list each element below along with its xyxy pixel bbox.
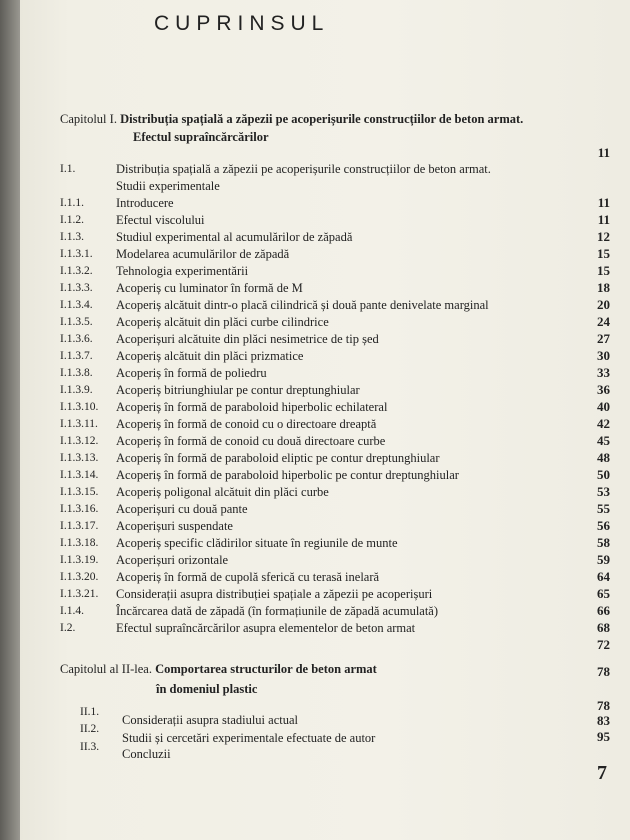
entry-number: I.1.3.7. xyxy=(60,350,93,362)
entry-title: Efectul supraîncărcărilor asupra elementelor de beton armat xyxy=(116,621,416,635)
entry-number: I.1.3.8. xyxy=(60,367,93,379)
entry-page: 53 xyxy=(597,484,610,499)
entry-title: Acoperiș bitriunghiular pe contur dreptunghiular xyxy=(116,383,360,397)
entry-title: Acoperiș cu luminator în formă de M xyxy=(116,281,303,295)
entry-page: 27 xyxy=(597,331,610,346)
book-gutter xyxy=(0,0,20,840)
entry-title: Modelarea acumulărilor de zăpadă xyxy=(116,247,290,261)
entry-title: Studiul experimental al acumulărilor de zăpadă xyxy=(116,230,353,244)
entry-title: Acoperișuri orizontale xyxy=(116,553,229,567)
entry-page: 95 xyxy=(597,729,610,744)
entry-number: I.1. xyxy=(60,163,76,175)
chapter-heading xyxy=(60,662,377,677)
entry-page: 33 xyxy=(597,365,610,380)
entry-title: Acoperiș în formă de poliedru xyxy=(116,366,267,380)
page-number: 7 xyxy=(597,762,607,784)
entry-page: 45 xyxy=(597,433,610,448)
entry-page: 11 xyxy=(597,212,610,227)
entry-number: I.1.3.5. xyxy=(60,316,93,328)
entry-number: I.1.3.15. xyxy=(60,486,99,498)
entry-number: I.1.3.1. xyxy=(60,248,93,260)
entry-title: Considerații asupra distribuției spațiale a zăpezii pe acoperișuri xyxy=(116,587,433,601)
entry-number: I.1.3.9. xyxy=(60,384,93,396)
entry-page: 58 xyxy=(597,535,610,550)
entry-page: 24 xyxy=(597,314,610,329)
entry-number: I.1.4. xyxy=(60,605,84,617)
entry-number: I.1.3.18. xyxy=(60,537,99,549)
entry-title: Efectul viscolului xyxy=(116,213,205,227)
entry-page: 36 xyxy=(597,382,610,397)
entry-page: 15 xyxy=(597,246,610,261)
entry-title: Acoperiș în formă de conoid cu două directoare curbe xyxy=(116,434,386,448)
entry-title: Tehnologia experimentării xyxy=(116,264,249,278)
entry-number: I.1.3.17. xyxy=(60,520,99,532)
entry-title: Considerații asupra stadiului actual xyxy=(122,713,298,727)
entry-page: 48 xyxy=(597,450,610,465)
entry-title: Acoperiș în formă de conoid cu o directoare dreaptă xyxy=(116,417,377,431)
entry-page: 56 xyxy=(597,518,610,533)
entry-number: I.1.2. xyxy=(60,214,84,226)
entry-number: II.1. xyxy=(80,706,100,718)
entry-page: 18 xyxy=(597,280,610,295)
entry-page: 11 xyxy=(597,195,610,210)
entry-page: 66 xyxy=(597,603,610,618)
entry-page: 42 xyxy=(597,416,610,431)
entry-title: Acoperiș în formă de paraboloid eliptic pe contur dreptunghiular xyxy=(116,451,440,465)
entry-page: 20 xyxy=(597,297,610,312)
entry-number: I.1.3. xyxy=(60,231,84,243)
entry-title: Acoperiș în formă de paraboloid hiperbolic pe contur dreptunghiular xyxy=(116,468,459,482)
entry-title: Acoperiș poligonal alcătuit din plăci curbe xyxy=(116,485,329,499)
entry-number: I.1.3.2. xyxy=(60,265,93,277)
entry-number: I.1.1. xyxy=(60,197,84,209)
chapter-page: 11 xyxy=(597,145,610,160)
entry-number: I.1.3.13. xyxy=(60,452,99,464)
chapter-title-line-1: Comportarea structurilor de beton armat xyxy=(155,662,377,676)
chapter-heading-line-2 xyxy=(133,130,269,145)
entry-number: I.1.3.6. xyxy=(60,333,93,345)
entry-page: 12 xyxy=(597,229,610,244)
entry-number: I.1.3.3. xyxy=(60,282,93,294)
entry-title: Distribuția spațială a zăpezii pe acoperișurile construcțiilor de beton armat. xyxy=(116,162,491,176)
entry-title: Studii și cercetări experimentale efectuate de autor xyxy=(122,731,376,745)
chapter-prefix: Capitolul I. xyxy=(60,112,117,126)
entry-page: 55 xyxy=(597,501,610,516)
entry-title: Concluzii xyxy=(122,747,171,761)
chapter-heading-line-2 xyxy=(156,682,257,697)
entry-title: Acoperiș în formă de paraboloid hiperbolic echilateral xyxy=(116,400,388,414)
entry-number: I.1.3.21. xyxy=(60,588,99,600)
entry-number: I.1.3.10. xyxy=(60,401,99,413)
entry-number: I.1.3.11. xyxy=(60,418,98,430)
entry-title: Acoperiș în formă de cupolă sferică cu terasă inelară xyxy=(116,570,380,584)
chapter-heading xyxy=(60,112,523,127)
entry-page: 15 xyxy=(597,263,610,278)
entry-number: II.3. xyxy=(80,741,100,753)
entry-number: I.1.3.20. xyxy=(60,571,99,583)
entry-title: Acoperiș alcătuit dintr-o placă cilindrică și două pante denivelate marginal xyxy=(116,298,489,312)
entry-number: I.2. xyxy=(60,622,76,634)
entry-number: I.1.3.14. xyxy=(60,469,99,481)
entry-title: Acoperiș specific clădirilor situate în regiunile de munte xyxy=(116,536,398,550)
book-page xyxy=(20,0,630,840)
entry-title: Acoperișuri cu două pante xyxy=(116,502,248,516)
entry-number: I.1.3.19. xyxy=(60,554,99,566)
entry-title: Acoperiș alcătuit din plăci curbe cilindrice xyxy=(116,315,329,329)
entry-number: I.1.3.16. xyxy=(60,503,99,515)
entry-page: 65 xyxy=(597,586,610,601)
entry-number: I.1.3.4. xyxy=(60,299,93,311)
entry-title: Acoperișuri alcătuite din plăci nesimetrice de tip șed xyxy=(116,332,379,346)
entry-number: I.1.3.12. xyxy=(60,435,99,447)
entry-title: Introducere xyxy=(116,196,174,210)
entry-page: 72 xyxy=(597,637,610,652)
entry-page: 68 xyxy=(597,620,610,635)
entry-page: 78 xyxy=(597,698,610,713)
chapter-prefix: Capitolul al II-lea. xyxy=(60,662,152,676)
entry-title: Acoperișuri suspendate xyxy=(116,519,233,533)
entry-number: II.2. xyxy=(80,723,100,735)
chapter-title-line-2: în domeniul plastic xyxy=(156,682,258,696)
chapter-title-line-2: Efectul supraîncărcărilor xyxy=(133,130,269,144)
entry-page: 50 xyxy=(597,467,610,482)
entry-title: Acoperiș alcătuit din plăci prizmatice xyxy=(116,349,304,363)
entry-page: 64 xyxy=(597,569,610,584)
chapter-title-line-1: Distribuția spațială a zăpezii pe acoperișurile construcțiilor de beton armat. xyxy=(120,112,524,126)
entry-page: 83 xyxy=(597,713,610,728)
entry-page: 40 xyxy=(597,399,610,414)
entry-page: 30 xyxy=(597,348,610,363)
entry-title: Încărcarea dată de zăpadă (în formațiunile de zăpadă acumulată) xyxy=(116,604,439,618)
entry-title: Studii experimentale xyxy=(116,179,220,193)
entry-page: 59 xyxy=(597,552,610,567)
page-title: CUPRINSUL xyxy=(154,12,330,35)
chapter-page: 78 xyxy=(597,664,610,679)
